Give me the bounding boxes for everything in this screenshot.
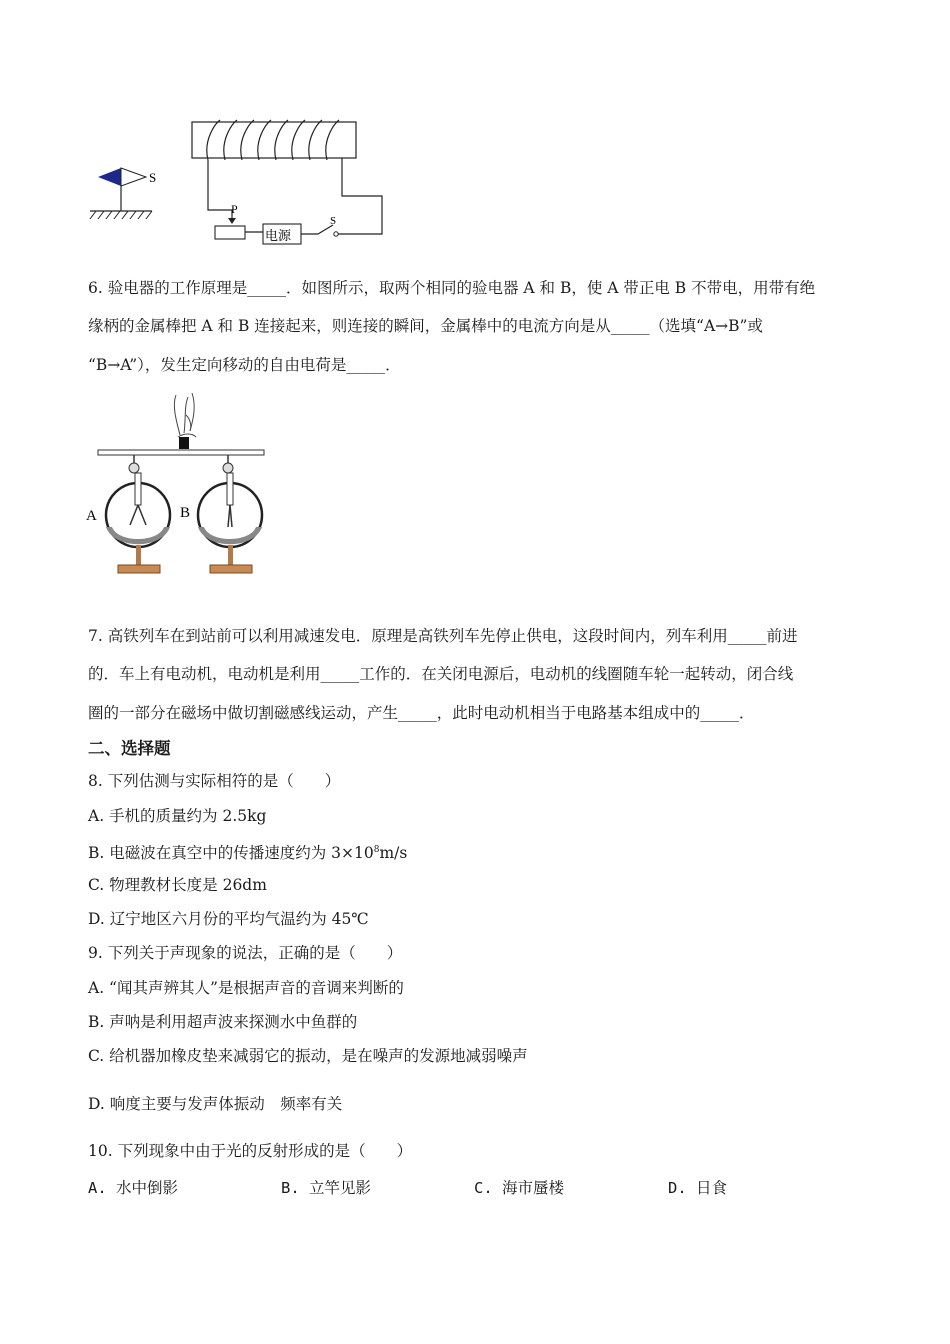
insulated-handle [179, 437, 189, 449]
q6-line-2: 缘柄的金属棒把 A 和 B 连接起来，则连接的瞬间，金属棒中的电流方向是从_____（选填“A→B”或 [88, 317, 763, 335]
electroscope-a-label: A [86, 508, 97, 524]
q8-option-c: C. 物理教材长度是 26dm [88, 876, 267, 894]
q6-line-3: “B→A”），发生定向移动的自由电荷是_____． [88, 356, 401, 374]
electroscope-b-label: B [180, 505, 191, 521]
electroscope-b [198, 455, 262, 573]
q9-stem: 9. 下列关于声现象的说法，正确的是（ ） [88, 944, 403, 962]
compass-needle [90, 168, 152, 219]
q8-option-b [88, 840, 407, 863]
switch-s-label: S [330, 215, 337, 227]
solenoid-circuit-figure [80, 110, 400, 250]
q9-option-d: D. 响度主要与发声体振动 频率有关 [88, 1095, 343, 1113]
q7-line-3: 圈的一部分在磁场中做切割磁感线运动，产生_____，此时电动机相当于电路基本组成中的_____． [88, 704, 755, 722]
electroscope-a [106, 455, 170, 573]
slider-p-label: P [231, 202, 238, 216]
metal-rod [98, 450, 264, 455]
q7-line-1: 7. 高铁列车在到站前可以利用减速发电．原理是高铁列车先停止供电，这段时间内，列车利用_____前进 [88, 627, 798, 645]
q9-option-c: C. 给机器加橡皮垫来减弱它的振动，是在噪声的发源地减弱噪声 [88, 1047, 528, 1065]
q6-line-1: 6. 验电器的工作原理是_____．如图所示，取两个相同的验电器 A 和 B，使 A 带正电 B 不带电，用带有绝 [88, 279, 816, 297]
circuit-wire [208, 160, 232, 218]
section-title: 二、选择题 [88, 739, 171, 758]
q8-option-d: D. 辽宁地区六月份的平均气温约为 45℃ [88, 910, 369, 928]
q10-stem: 10. 下列现象中由于光的反射形成的是（ ） [88, 1142, 413, 1160]
rheostat [215, 226, 245, 239]
q8-stem: 8. 下列估测与实际相符的是（ ） [88, 772, 341, 790]
q10-option-d: D. 日食 [668, 1179, 727, 1197]
q8-option-b-text: B. 电磁波在真空中的传播速度约为 3×10 [88, 844, 374, 862]
q7-line-2: 的．车上有电动机，电动机是利用_____工作的．在关闭电源后，电动机的线圈随车轮一起转动，闭合线 [88, 665, 794, 683]
slider-arrow [228, 218, 236, 224]
q8-option-b-unit: m/s [379, 844, 408, 862]
q9-option-a: A. “闻其声辨其人”是根据声音的音调来判断的 [88, 979, 404, 997]
power-source-label: 电源 [265, 229, 292, 244]
solenoid-core [192, 122, 356, 158]
q8-option-a: A. 手机的质量约为 2.5kg [88, 807, 267, 825]
q8-option-b-exponent: 8 [373, 845, 380, 855]
hand-sketch [174, 393, 196, 437]
electroscope-figure [80, 385, 280, 585]
q10-option-b: B. 立竿见影 [281, 1179, 371, 1197]
compass-s-label: S [149, 170, 157, 185]
circuit-wire-right [338, 158, 382, 234]
q10-option-a: A. 水中倒影 [88, 1179, 178, 1197]
q9-option-b: B. 声呐是利用超声波来探测水中鱼群的 [88, 1013, 358, 1031]
q10-option-c: C. 海市蜃楼 [474, 1179, 564, 1197]
